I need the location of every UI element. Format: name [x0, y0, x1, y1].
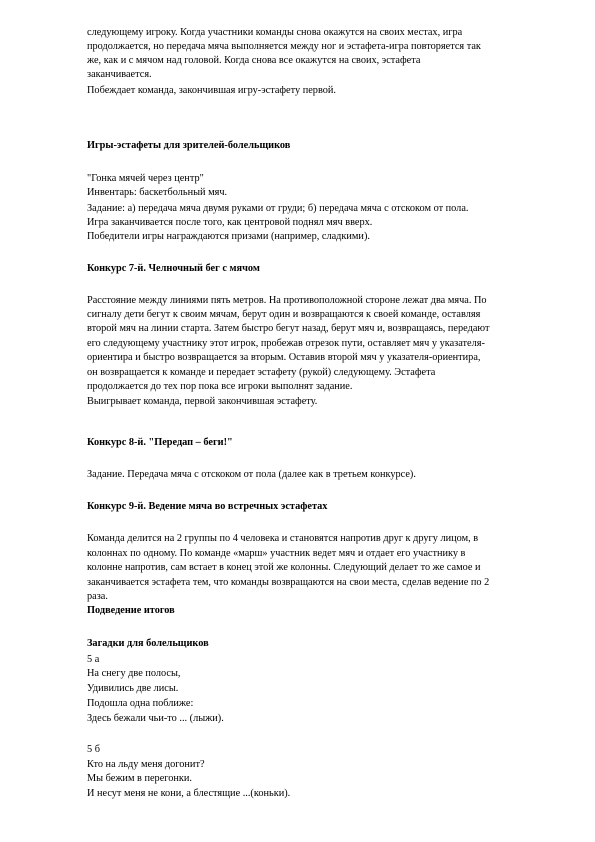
section-heading: Игры-эстафеты для зрителей-болельщиков [87, 140, 291, 151]
text-line: его следующему участнику этот игрок, пробежав отрезок пути, оставляет мяч у указателя- [87, 338, 485, 349]
text-line: Удивились две лисы. [87, 683, 179, 694]
text-line: 5 а [87, 654, 100, 665]
text-line: раза. [87, 591, 108, 602]
text-line: продолжается, но передача мяча выполняется между ног и эстафета-игра повторяется так [87, 41, 481, 52]
section-heading: Загадки для болельщиков [87, 638, 209, 649]
text-line: Кто на льду меня догонит? [87, 759, 205, 770]
section-heading: Подведение итогов [87, 605, 175, 616]
text-line: Победители игры награждаются призами (например, сладкими). [87, 231, 370, 242]
text-line: сигналу дети бегут к своим мячам, берут один и возвращаются к своей команде, оставляя [87, 309, 481, 320]
text-line: заканчивается. [87, 69, 152, 80]
text-line: На снегу две полосы, [87, 668, 181, 679]
text-line: Здесь бежали чьи-то ... (лыжи). [87, 713, 224, 724]
text-line: Задание. Передача мяча с отскоком от пола (далее как в третьем конкурсе). [87, 469, 416, 480]
text-line: Мы бежим в перегонки. [87, 773, 192, 784]
text-line: Задание: а) передача мяча двумя руками от груди; б) передача мяча с отскоком от пола. [87, 203, 469, 214]
text-line: Выигрывает команда, первой закончившая эстафету. [87, 396, 318, 407]
text-line: колонне напротив, сам встает в конец этой же колонны. Следующий делает то же самое и [87, 562, 481, 573]
text-line: "Гонка мячей через центр" [87, 173, 204, 184]
section-heading: Конкурс 7-й. Челночный бег с мячом [87, 263, 260, 274]
text-line: Игра заканчивается после того, как центровой поднял мяч вверх. [87, 217, 373, 228]
text-line: И несут меня не кони, а блестящие ...(коньки). [87, 788, 291, 799]
text-line: продолжается до тех пор пока все игроки выполнят задание. [87, 381, 353, 392]
text-line: 5 б [87, 744, 100, 755]
text-line: Подошла одна поближе: [87, 698, 194, 709]
text-line: Инвентарь: баскетбольный мяч. [87, 187, 228, 198]
text-line: второй мяч на линии старта. Затем быстро бегут назад, берут мяч и, возвращаясь, передают [87, 323, 490, 334]
text-line: ориентира и быстро возвращается за вторым. Оставив второй мяч у указателя-ориентира, [87, 352, 481, 363]
text-line: же, как и с мячом над головой. Когда снова все окажутся на своих, эстафета [87, 55, 421, 66]
text-line: Команда делится на 2 группы по 4 человека и становятся напротив друг к другу лицом, в [87, 533, 479, 544]
text-line: заканчивается эстафета тем, что команды возвращаются на свои места, сделав ведение по 2 [87, 577, 490, 588]
text-line: он возвращается к команде и передает эстафету (рукой) следующему. Эстафета [87, 367, 436, 378]
text-line: колоннах по одному. По команде «марш» участник ведет мяч и отдает его участнику в [87, 548, 466, 559]
section-heading: Конкурс 8-й. "Передап – беги!" [87, 437, 233, 448]
text-line: следующему игроку. Когда участники команды снова окажутся на своих местах, игра [87, 27, 463, 38]
section-heading: Конкурс 9-й. Ведение мяча во встречных эстафетах [87, 501, 328, 512]
text-line: Побеждает команда, закончившая игру-эстафету первой. [87, 85, 336, 96]
text-line: Расстояние между линиями пять метров. На противоположной стороне лежат два мяча. По [87, 295, 487, 306]
